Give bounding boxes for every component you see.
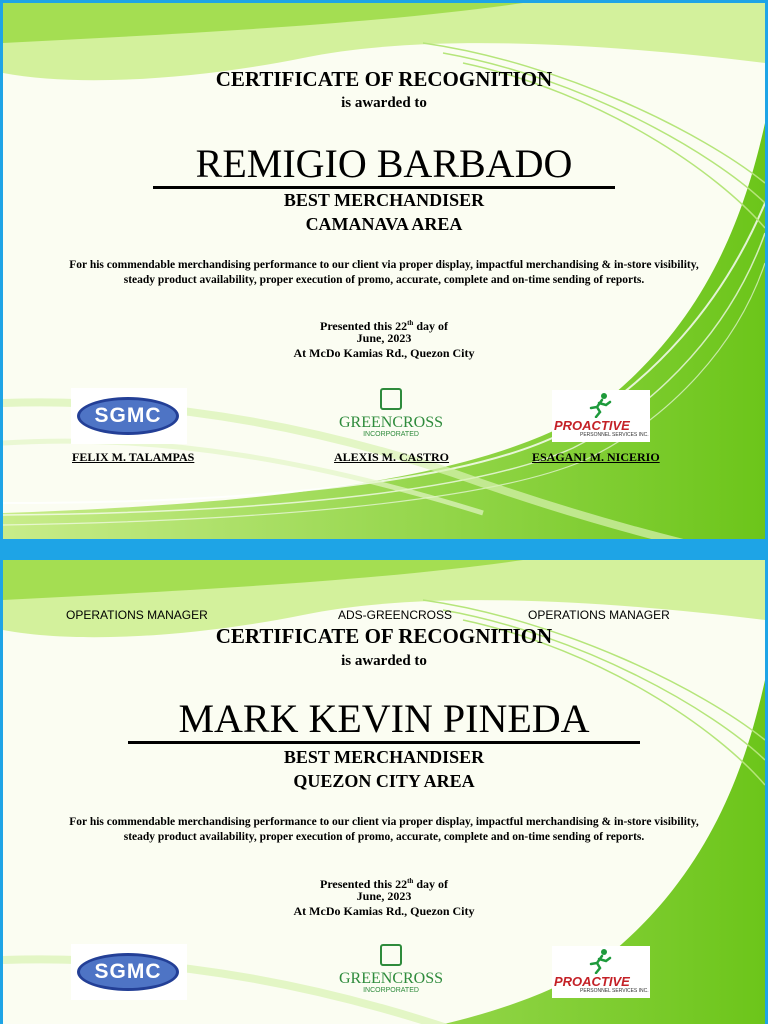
proactive-logo [552,390,650,442]
signer-1-role: OPERATIONS MANAGER [66,608,208,622]
proactive-logo-text: PROACTIVE [554,418,630,433]
certificate-2 [3,560,765,1024]
signer-3-role: OPERATIONS MANAGER [528,608,670,622]
presented-date: June, 2023 [356,889,412,903]
presented-date: June, 2023 [356,331,412,345]
runner-icon [588,392,612,418]
sgmc-logo [71,944,187,1000]
runner-icon [588,948,612,974]
awarded-to-text: is awarded to [341,653,427,669]
greencross-logo-subtext: INCORPORATED [363,431,419,438]
greencross-mark-icon [380,388,402,410]
greencross-logo-text: GREENCROSS [338,414,444,431]
award-area: QUEZON CITY AREA [293,771,475,791]
proactive-logo-subtext: PERSONNEL SERVICES INC. [580,988,649,994]
presented-line: Presented this 22th day of [319,877,448,891]
presented-venue: At McDo Kamias Rd., Quezon City [293,346,475,360]
recipient-name: MARK KEVIN PINEDA [128,697,640,744]
awarded-to-text: is awarded to [341,95,427,111]
award-description: For his commendable merchandising performance to our client via proper display, impactful merchandising & in-store visibility, steady product availability, proper execution of promo, accurate, complete and on-time sending of reports. [69,259,699,286]
signer-2-name: ALEXIS M. CASTRO [334,450,450,464]
greencross-logo-text: GREENCROSS [338,970,444,987]
award-area: CAMANAVA AREA [305,214,463,234]
award-title: BEST MERCHANDISER [283,190,485,210]
certificate-title: CERTIFICATE OF RECOGNITION [215,67,553,91]
greencross-logo [336,944,446,994]
recipient-name: REMIGIO BARBADO [153,142,615,189]
sgmc-logo [71,388,187,444]
proactive-logo-subtext: PERSONNEL SERVICES INC. [580,432,649,438]
sgmc-logo-text: SGMC [77,953,179,991]
award-description: For his commendable merchandising performance to our client via proper display, impactful merchandising & in-store visibility, steady product availability, proper execution of promo, accurate, complete and on-time sending of reports. [69,816,699,843]
presented-venue: At McDo Kamias Rd., Quezon City [293,904,475,918]
certificate-1 [3,3,765,539]
signer-2-role: ADS-GREENCROSS [338,608,453,622]
presented-line: Presented this 22th day of [319,319,448,333]
signer-3-name: ESAGANI M. NICERIO [532,450,660,464]
proactive-logo [552,946,650,998]
greencross-logo [336,388,446,438]
proactive-logo-text: PROACTIVE [554,974,630,989]
signer-1-name: FELIX M. TALAMPAS [72,450,195,464]
certificate-title: CERTIFICATE OF RECOGNITION [215,624,553,648]
award-title: BEST MERCHANDISER [283,747,485,767]
greencross-mark-icon [380,944,402,966]
greencross-logo-subtext: INCORPORATED [363,987,419,994]
sgmc-logo-text: SGMC [77,397,179,435]
